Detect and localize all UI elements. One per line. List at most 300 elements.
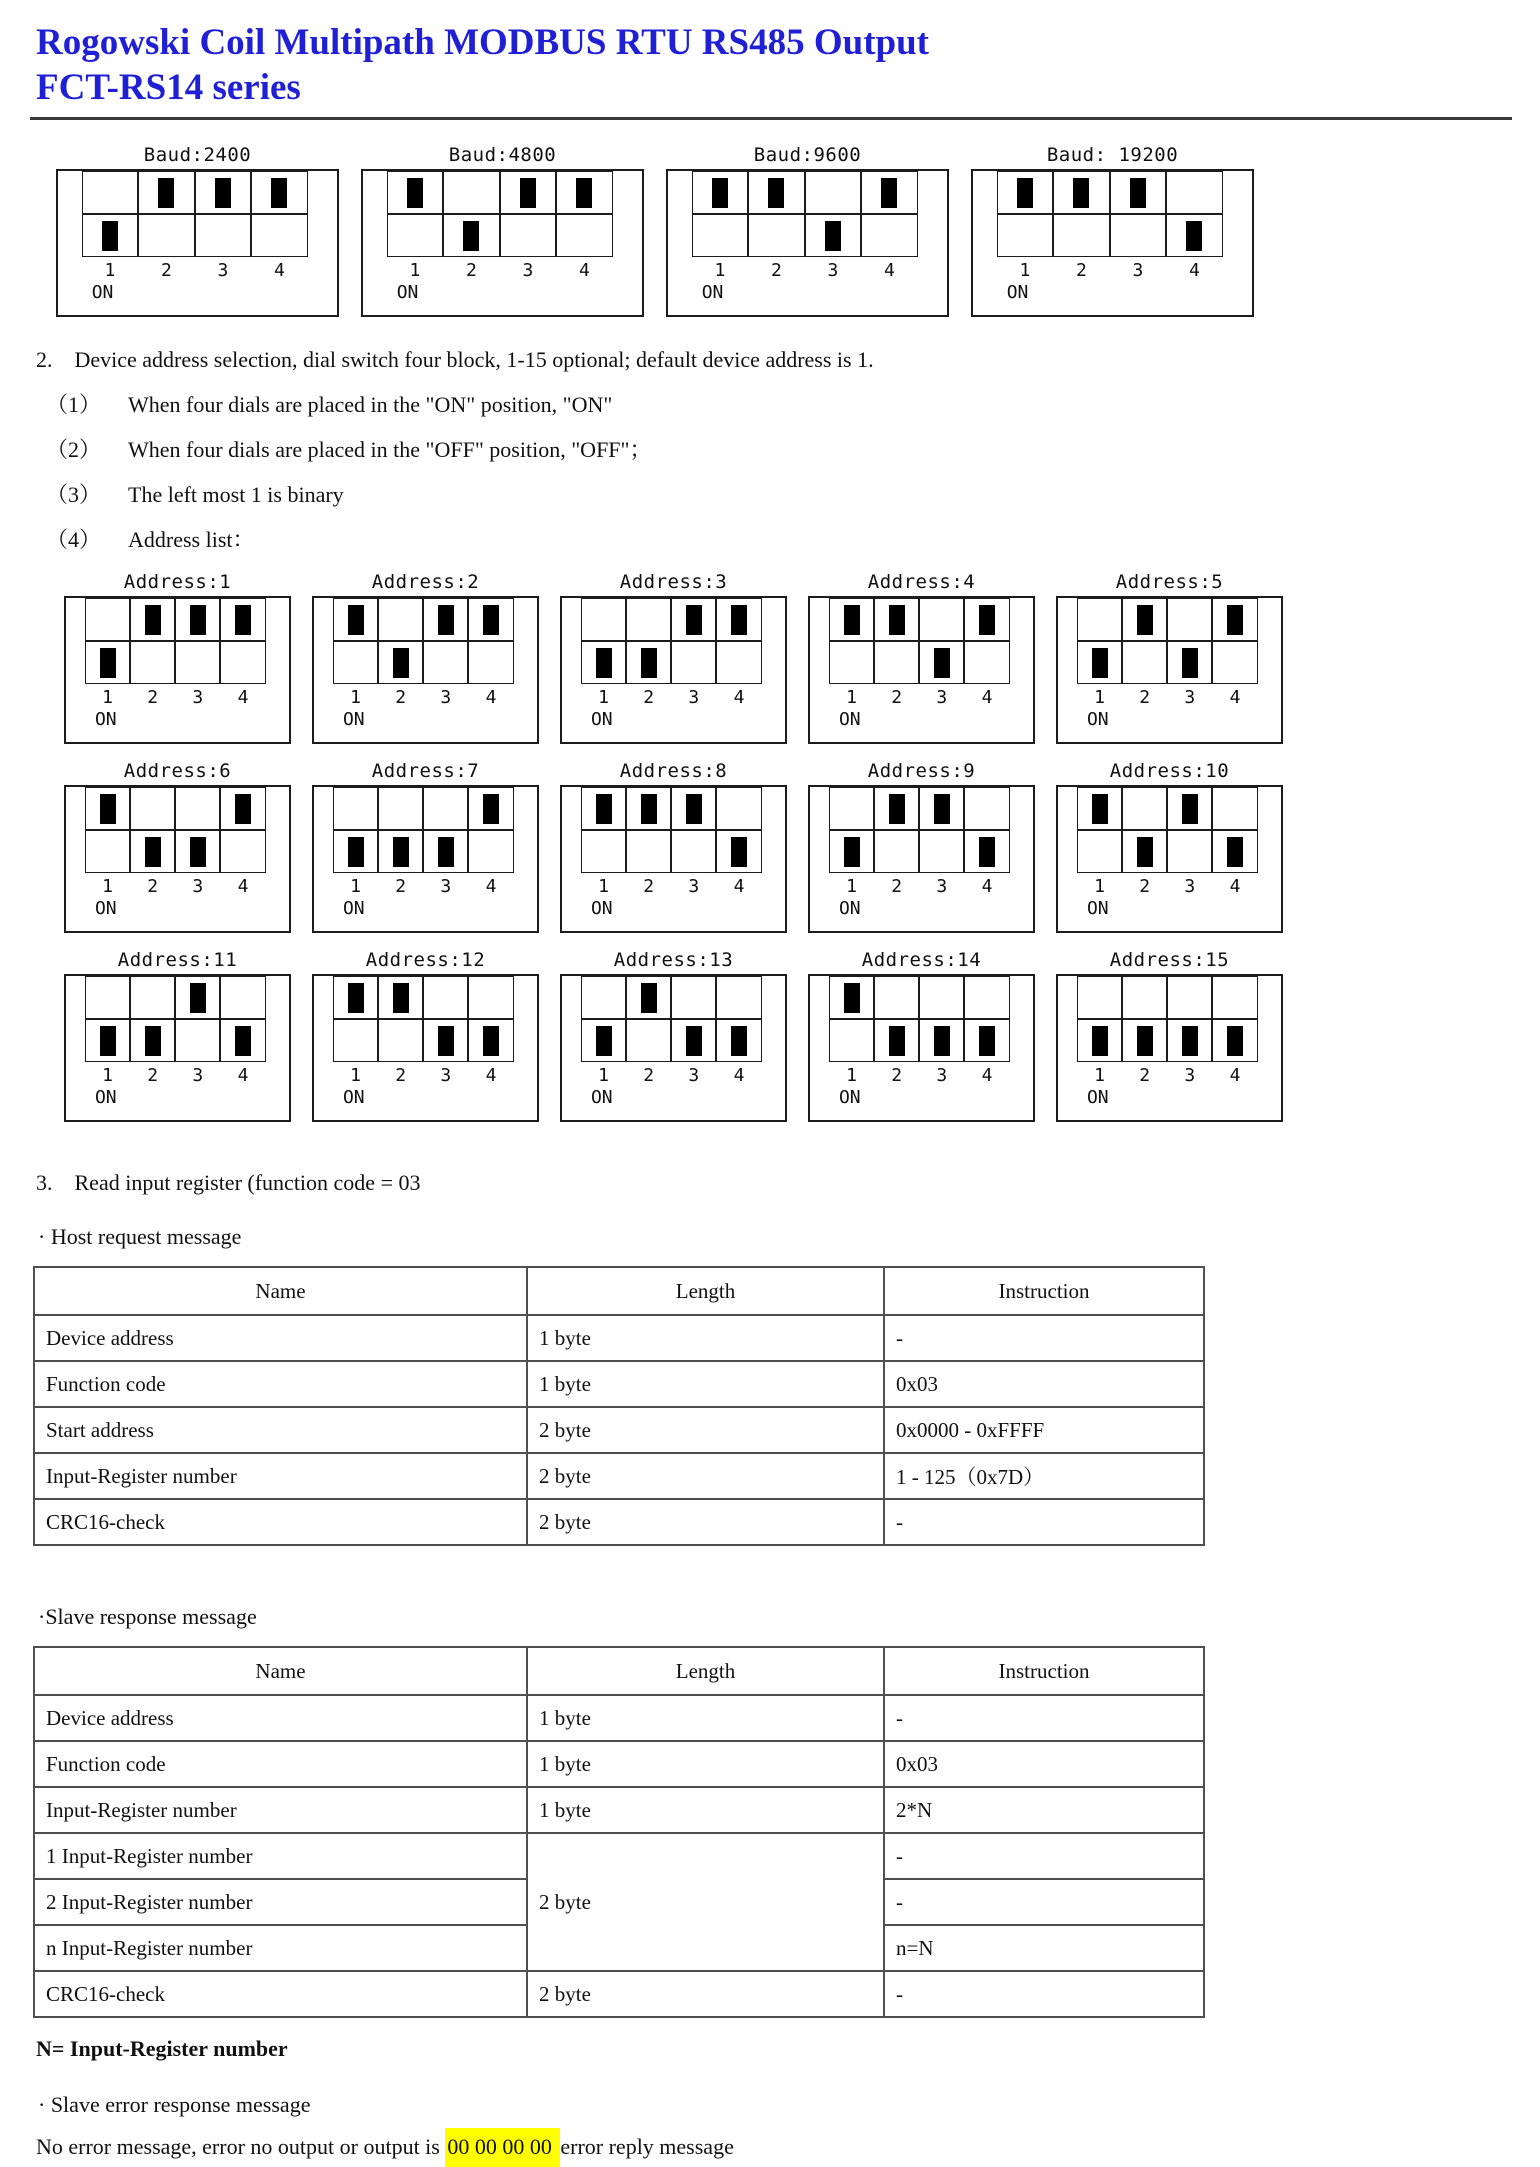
dip-switch-diagram (560, 760, 787, 933)
dip-switch-grid (85, 976, 266, 1062)
dip-switch-grid (333, 787, 514, 873)
dip-switch-cell (85, 1019, 130, 1062)
dip-pin-number: 4 (1229, 1065, 1241, 1086)
dip-switch-label: Address:9 (867, 760, 976, 782)
table-row (34, 1741, 1204, 1787)
dip-switch-handle (596, 1026, 612, 1056)
item-number: （4） (46, 527, 102, 552)
dip-switch-grid (1077, 976, 1258, 1062)
dip-pin-number: 1 (104, 260, 116, 281)
dip-switch-handle (1073, 178, 1089, 208)
cell-length: 1 byte (527, 1361, 884, 1407)
host-request-table (33, 1266, 1205, 1546)
dip-switch-grid (387, 171, 613, 257)
slave-response-table (33, 1646, 1205, 2018)
dip-switch-diagram (361, 144, 644, 317)
dip-on-label: ON (1086, 709, 1109, 730)
dip-pin-numbers (1077, 687, 1258, 708)
dip-switch-cell (85, 598, 130, 641)
dip-pin-number: 1 (102, 687, 113, 708)
dip-pin-number: 2 (395, 687, 407, 708)
dip-switch-label: Address:7 (371, 760, 480, 782)
dip-switch-handle (348, 837, 364, 867)
dip-switch-handle (979, 605, 995, 635)
dip-pin-number: 1 (102, 1065, 113, 1086)
title-divider (30, 117, 1512, 120)
dip-switch-cell (1077, 787, 1122, 830)
item-text: When four dials are placed in the "ON" position, "ON" (128, 392, 613, 417)
dip-switch-handle (641, 983, 657, 1013)
dip-switch-handle (1182, 1026, 1198, 1056)
dip-switch-box (1056, 785, 1283, 933)
cell-instruction: - (884, 1315, 1204, 1361)
dip-switch-handle (1186, 221, 1202, 251)
dip-pin-number: 2 (466, 260, 477, 281)
dip-pin-number: 4 (1189, 260, 1200, 281)
item-text: When four dials are placed in the "OFF" position, "OFF"； (128, 437, 652, 462)
dip-switch-handle (483, 605, 499, 635)
dip-switch-cell (130, 787, 175, 830)
dip-switch-diagram (1056, 571, 1283, 744)
dip-switch-label: Address:4 (867, 571, 976, 593)
dip-pin-number: 4 (237, 1065, 249, 1086)
page-title (36, 20, 1512, 110)
dip-switch-box (808, 974, 1035, 1122)
dip-pin-number: 3 (440, 1065, 452, 1086)
dip-pin-number: 1 (350, 1065, 361, 1086)
dip-switch-handle (145, 605, 161, 635)
dip-pin-numbers (85, 876, 266, 897)
dip-switch-handle (881, 178, 897, 208)
table-row (34, 1787, 1204, 1833)
dip-switch-cell (1167, 976, 1212, 1019)
dip-pin-number: 3 (192, 1065, 204, 1086)
dip-switch-handle (641, 648, 657, 678)
dip-switch-cell (423, 1019, 468, 1062)
dip-switch-cell (716, 641, 761, 684)
dip-switch-cell (333, 787, 378, 830)
dip-switch-grid (997, 171, 1223, 257)
dip-switch-box (64, 974, 291, 1122)
dip-switch-cell (581, 598, 626, 641)
dip-switch-grid (333, 598, 514, 684)
dip-switch-cell (130, 830, 175, 873)
dip-switch-handle (145, 1026, 161, 1056)
dip-switch-cell (1212, 1019, 1257, 1062)
dip-on-label: ON (91, 282, 114, 303)
cell-instruction: n=N (884, 1925, 1204, 1971)
dip-switch-diagram (64, 571, 291, 744)
dip-pin-number: 2 (147, 876, 159, 897)
dip-pin-number: 1 (102, 876, 113, 897)
section2-item-1 (46, 390, 1512, 420)
dip-pin-number: 3 (192, 876, 204, 897)
dip-switch-cell (1167, 641, 1212, 684)
dip-switch-grid (829, 976, 1010, 1062)
dip-switch-handle (438, 837, 454, 867)
dip-switch-cell (138, 214, 195, 257)
dip-pin-number: 4 (733, 876, 745, 897)
dip-pin-numbers (581, 1065, 762, 1086)
dip-pin-number: 3 (440, 687, 452, 708)
item-number: （2） (46, 437, 102, 462)
dip-switch-cell (333, 976, 378, 1019)
dip-switch-cell (1122, 641, 1167, 684)
dip-pin-number: 4 (981, 687, 993, 708)
dip-switch-cell (1122, 1019, 1167, 1062)
dip-pin-numbers (333, 687, 514, 708)
section2-item-4 (46, 525, 1512, 555)
dip-switch-cell (130, 976, 175, 1019)
dip-switch-cell (671, 976, 716, 1019)
dip-pin-number: 4 (485, 1065, 497, 1086)
dip-switch-diagram (64, 760, 291, 933)
baud-rate-diagram-row (56, 144, 1512, 317)
dip-switch-cell (175, 1019, 220, 1062)
cell-name: Device address (34, 1315, 527, 1361)
dip-switch-cell (468, 787, 513, 830)
dip-switch-grid (581, 598, 762, 684)
cell-name: n Input-Register number (34, 1925, 527, 1971)
dip-switch-box (808, 785, 1035, 933)
dip-switch-box (560, 785, 787, 933)
dip-switch-grid (1077, 598, 1258, 684)
dip-switch-handle (731, 837, 747, 867)
dip-pin-number: 2 (1139, 876, 1151, 897)
dip-switch-cell (443, 214, 500, 257)
dip-switch-cell (1212, 598, 1257, 641)
dip-pin-number: 1 (1094, 1065, 1105, 1086)
dip-switch-cell (500, 171, 557, 214)
table-row (34, 1971, 1204, 2017)
dip-pin-numbers (829, 1065, 1010, 1086)
cell-length-merged: 2 byte (527, 1833, 884, 1971)
dip-pin-number: 3 (936, 687, 948, 708)
dip-switch-handle (100, 648, 116, 678)
dip-switch-cell (919, 787, 964, 830)
dip-switch-handle (438, 605, 454, 635)
dip-switch-handle (1092, 648, 1108, 678)
dip-switch-cell (716, 1019, 761, 1062)
dip-switch-cell (387, 171, 443, 214)
dip-pin-number: 1 (846, 1065, 857, 1086)
dip-switch-diagram (666, 144, 949, 317)
dip-switch-cell (581, 976, 626, 1019)
dip-switch-cell (85, 787, 130, 830)
dip-on-label: ON (590, 898, 613, 919)
cell-name: Device address (34, 1695, 527, 1741)
dip-switch-cell (1167, 830, 1212, 873)
error-text-before: No error message, error no output or output is (36, 2134, 446, 2159)
dip-switch-handle (712, 178, 728, 208)
dip-switch-cell (333, 598, 378, 641)
dip-switch-cell (919, 976, 964, 1019)
dip-pin-number: 3 (827, 260, 839, 281)
dip-pin-numbers (692, 260, 918, 281)
dip-pin-number: 1 (1094, 687, 1105, 708)
dip-switch-cell (468, 641, 513, 684)
dip-pin-number: 2 (1139, 687, 1151, 708)
dip-switch-cell (829, 1019, 874, 1062)
dip-switch-handle (934, 1026, 950, 1056)
table-header-row (34, 1267, 1204, 1315)
dip-switch-cell (964, 641, 1009, 684)
dip-switch-handle (889, 1026, 905, 1056)
dip-switch-cell (1212, 787, 1257, 830)
dip-pin-number: 3 (1184, 1065, 1196, 1086)
dip-switch-handle (979, 837, 995, 867)
dip-pin-numbers (387, 260, 613, 281)
dip-switch-cell (581, 641, 626, 684)
dip-switch-handle (438, 1026, 454, 1056)
dip-switch-handle (190, 837, 206, 867)
dip-switch-handle (1182, 648, 1198, 678)
dip-on-label: ON (838, 709, 861, 730)
dip-switch-label: Address:6 (123, 760, 232, 782)
dip-switch-handle (158, 178, 174, 208)
dip-switch-cell (468, 976, 513, 1019)
dip-switch-handle (596, 648, 612, 678)
dip-switch-handle (190, 605, 206, 635)
cell-instruction: - (884, 1499, 1204, 1545)
dip-switch-cell (581, 830, 626, 873)
dip-switch-cell (130, 1019, 175, 1062)
title-line-1: Rogowski Coil Multipath MODBUS RTU RS485 Output (36, 22, 930, 63)
register-number-note: N= Input-Register number (36, 2036, 288, 2061)
dip-switch-handle (1017, 178, 1033, 208)
dip-pin-number: 4 (485, 876, 497, 897)
dip-switch-cell (716, 787, 761, 830)
dip-switch-cell (861, 214, 918, 257)
dip-switch-cell (130, 641, 175, 684)
dip-switch-cell (997, 214, 1053, 257)
dip-switch-handle (145, 837, 161, 867)
dip-switch-handle (844, 605, 860, 635)
dip-switch-cell (195, 171, 252, 214)
dip-pin-number: 2 (395, 1065, 407, 1086)
dip-switch-diagram (312, 571, 539, 744)
dip-switch-cell (829, 598, 874, 641)
dip-switch-label: Address:3 (619, 571, 728, 593)
dip-switch-cell (333, 1019, 378, 1062)
cell-instruction: 1 - 125（0x7D） (884, 1453, 1204, 1499)
dip-pin-number: 1 (846, 687, 857, 708)
dip-switch-handle (934, 794, 950, 824)
dip-switch-box (64, 785, 291, 933)
dip-switch-handle (934, 648, 950, 678)
cell-instruction: - (884, 1971, 1204, 2017)
cell-instruction: 0x0000 - 0xFFFF (884, 1407, 1204, 1453)
dip-switch-cell (333, 830, 378, 873)
dip-switch-label: Baud: 19200 (1046, 144, 1179, 166)
dip-switch-cell (556, 171, 613, 214)
dip-pin-number: 4 (733, 687, 745, 708)
dip-pin-number: 1 (350, 876, 361, 897)
dip-switch-cell (130, 598, 175, 641)
dip-switch-box (1056, 596, 1283, 744)
dip-pin-number: 3 (936, 876, 948, 897)
dip-pin-number: 1 (1019, 260, 1031, 281)
dip-on-label: ON (838, 898, 861, 919)
dip-switch-handle (686, 1026, 702, 1056)
dip-switch-cell (82, 171, 138, 214)
dip-pin-number: 1 (598, 687, 609, 708)
cell-name: 2 Input-Register number (34, 1879, 527, 1925)
dip-switch-label: Address:14 (861, 949, 982, 971)
dip-pin-numbers (581, 876, 762, 897)
dip-on-label: ON (396, 282, 419, 303)
dip-switch-diagram (971, 144, 1254, 317)
dip-switch-handle (889, 605, 905, 635)
cell-name: Start address (34, 1407, 527, 1453)
dip-switch-cell (964, 830, 1009, 873)
dip-switch-cell (1122, 976, 1167, 1019)
dip-switch-cell (138, 171, 195, 214)
dip-switch-cell (1077, 641, 1122, 684)
table-row (34, 1499, 1204, 1545)
dip-pin-number: 4 (981, 876, 993, 897)
dip-switch-cell (443, 171, 500, 214)
dip-switch-cell (626, 598, 671, 641)
dip-pin-number: 2 (891, 876, 903, 897)
dip-switch-cell (220, 598, 265, 641)
dip-switch-handle (686, 794, 702, 824)
section2-heading: 2. Device address selection, dial switch four block, 1-15 optional; default device address is 1. (36, 347, 874, 372)
dip-switch-cell (1166, 214, 1223, 257)
dip-switch-handle (235, 605, 251, 635)
dip-switch-grid (581, 976, 762, 1062)
dip-pin-number: 4 (1229, 876, 1241, 897)
address-diagram-row-2 (64, 760, 1512, 933)
dip-switch-handle (1227, 605, 1243, 635)
cell-instruction: 0x03 (884, 1741, 1204, 1787)
dip-switch-cell (1166, 171, 1223, 214)
dip-switch-label: Baud:4800 (448, 144, 557, 166)
cell-length: 2 byte (527, 1407, 884, 1453)
dip-switch-cell (1212, 641, 1257, 684)
dip-pin-numbers (829, 876, 1010, 897)
dip-pin-number: 3 (522, 260, 534, 281)
table-header-row (34, 1647, 1204, 1695)
dip-switch-cell (378, 976, 423, 1019)
dip-switch-box (1056, 974, 1283, 1122)
dip-pin-numbers (333, 876, 514, 897)
dip-switch-handle (1227, 1026, 1243, 1056)
dip-switch-cell (805, 171, 862, 214)
dip-on-label: ON (342, 898, 365, 919)
table-row (34, 1453, 1204, 1499)
dip-pin-number: 3 (217, 260, 229, 281)
dip-switch-cell (626, 830, 671, 873)
dip-switch-cell (1122, 830, 1167, 873)
dip-switch-handle (407, 178, 423, 208)
dip-switch-grid (333, 976, 514, 1062)
error-description (36, 2132, 1512, 2162)
dip-pin-number: 2 (891, 1065, 903, 1086)
dip-switch-handle (1182, 794, 1198, 824)
dip-switch-diagram (312, 949, 539, 1122)
dip-switch-cell (175, 976, 220, 1019)
dip-switch-label: Baud:9600 (753, 144, 862, 166)
dip-switch-handle (731, 605, 747, 635)
dip-switch-cell (220, 1019, 265, 1062)
dip-pin-number: 3 (1184, 876, 1196, 897)
dip-switch-cell (692, 214, 748, 257)
dip-pin-number: 2 (643, 687, 655, 708)
dip-pin-number: 2 (395, 876, 407, 897)
dip-switch-cell (468, 830, 513, 873)
item-text: Address list： (128, 527, 255, 552)
dip-pin-numbers (82, 260, 308, 281)
table-row (34, 1407, 1204, 1453)
dip-on-label: ON (342, 1087, 365, 1108)
section2-item-2 (46, 435, 1512, 465)
dip-switch-label: Address:5 (1115, 571, 1224, 593)
dip-switch-diagram (808, 949, 1035, 1122)
dip-on-label: ON (342, 709, 365, 730)
dip-switch-handle (1137, 605, 1153, 635)
dip-switch-box (312, 596, 539, 744)
dip-switch-cell (423, 830, 468, 873)
dip-switch-diagram (64, 949, 291, 1122)
dip-switch-handle (215, 178, 231, 208)
highlighted-bytes: 00 00 00 00 (445, 2128, 560, 2167)
dip-switch-diagram (56, 144, 339, 317)
dip-switch-handle (889, 794, 905, 824)
dip-pin-number: 3 (1184, 687, 1196, 708)
dip-pin-number: 2 (643, 876, 655, 897)
table-row (34, 1315, 1204, 1361)
dip-pin-number: 2 (643, 1065, 655, 1086)
column-header-length: Length (527, 1647, 884, 1695)
dip-pin-number: 1 (598, 876, 609, 897)
cell-name: Input-Register number (34, 1787, 527, 1833)
dip-switch-cell (581, 787, 626, 830)
dip-switch-cell (964, 787, 1009, 830)
dip-switch-label: Address:13 (613, 949, 734, 971)
dip-switch-cell (1122, 787, 1167, 830)
dip-switch-cell (1053, 171, 1110, 214)
section-device-address (36, 345, 1512, 555)
cell-length: 2 byte (527, 1453, 884, 1499)
cell-instruction: - (884, 1695, 1204, 1741)
cell-instruction: - (884, 1879, 1204, 1925)
dip-switch-cell (919, 1019, 964, 1062)
dip-switch-handle (235, 794, 251, 824)
dip-switch-grid (82, 171, 308, 257)
dip-switch-cell (716, 830, 761, 873)
dip-switch-cell (220, 830, 265, 873)
dip-switch-cell (1053, 214, 1110, 257)
dip-switch-grid (829, 598, 1010, 684)
dip-switch-cell (85, 976, 130, 1019)
dip-switch-cell (716, 976, 761, 1019)
dip-switch-cell (1167, 1019, 1212, 1062)
dip-switch-cell (671, 787, 716, 830)
dip-pin-numbers (85, 1065, 266, 1086)
dip-pin-numbers (997, 260, 1223, 281)
dip-switch-cell (85, 830, 130, 873)
dip-switch-diagram (560, 949, 787, 1122)
address-diagram-row-3 (64, 949, 1512, 1122)
dip-on-label: ON (701, 282, 724, 303)
dip-switch-cell (387, 214, 443, 257)
host-request-caption: · Host request message (38, 1224, 242, 1249)
dip-switch-cell (874, 830, 919, 873)
dip-switch-cell (423, 976, 468, 1019)
dip-switch-handle (102, 221, 118, 251)
dip-pin-number: 4 (884, 260, 895, 281)
